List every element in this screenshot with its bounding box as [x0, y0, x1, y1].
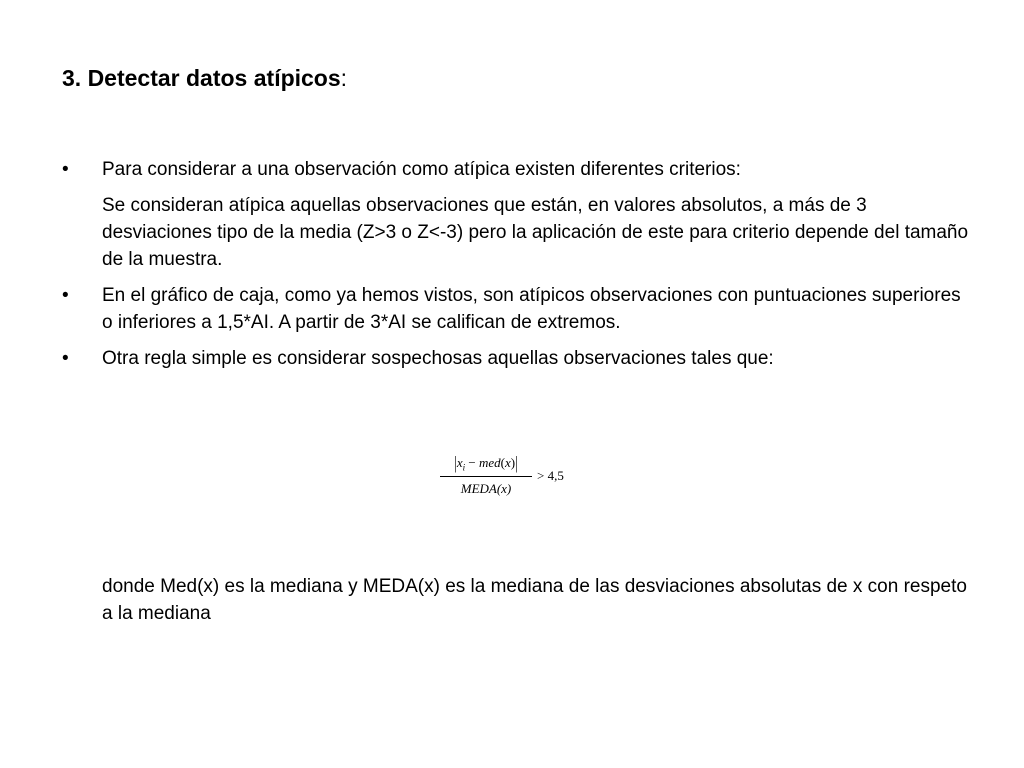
bullet-marker: • — [62, 285, 69, 306]
abs-bar-left: | — [454, 452, 457, 473]
formula-paren-close: ) — [510, 455, 516, 470]
closing-paragraph: donde Med(x) es la mediana y MEDA(x) es la mediana de las desviaciones absolutas de x con respeto a la mediana — [102, 576, 967, 624]
slide-title-colon: : — [340, 65, 348, 91]
bullet-item-rule — [62, 345, 972, 372]
formula-paren-open: ( — [500, 455, 506, 470]
bullet-text-boxplot: En el gráfico de caja, como ya hemos vistos, son atípicos observaciones con puntuaciones superiores o inferiores a 1,5*AI. A partir de 3*AI se califican de extremos. — [102, 285, 961, 333]
formula-relation: > — [537, 467, 545, 483]
bullet-list — [62, 156, 972, 381]
formula-rhs — [537, 468, 564, 484]
bullet-text-criteria: Para considerar a una observación como atípica existen diferentes criterios: — [102, 159, 741, 180]
bullet-text-rule: Otra regla simple es considerar sospechosas aquellas observaciones tales que: — [102, 348, 774, 369]
outlier-formula — [440, 452, 564, 497]
formula-numerator — [452, 452, 520, 476]
bullet-item-boxplot — [62, 282, 972, 336]
slide-title — [62, 62, 347, 94]
slide-title-text: 3. Detectar datos atípicos — [62, 65, 341, 91]
formula-arg-x: x — [505, 455, 511, 470]
bullet-marker: • — [62, 159, 69, 180]
formula-threshold: 4,5 — [547, 467, 564, 483]
formula-med: med — [479, 455, 501, 470]
bullet-marker: • — [62, 348, 69, 369]
formula-fraction — [440, 452, 532, 497]
abs-bar-right: | — [515, 452, 518, 473]
formula-var-x: x — [456, 455, 463, 470]
formula-denominator: MEDA(x) — [460, 480, 512, 496]
bullet-subtext-zscore: Se consideran atípica aquellas observaciones que están, en valores absolutos, a más de 3 desviaciones tipo de la media (Z>3 o Z<-3) pero la aplicación de este para criterio depende del tamaño de la muestra. — [102, 195, 969, 270]
bullet-item-criteria — [62, 156, 972, 273]
formula-minus: − — [468, 455, 476, 470]
formula-sub-i: i — [462, 462, 466, 473]
